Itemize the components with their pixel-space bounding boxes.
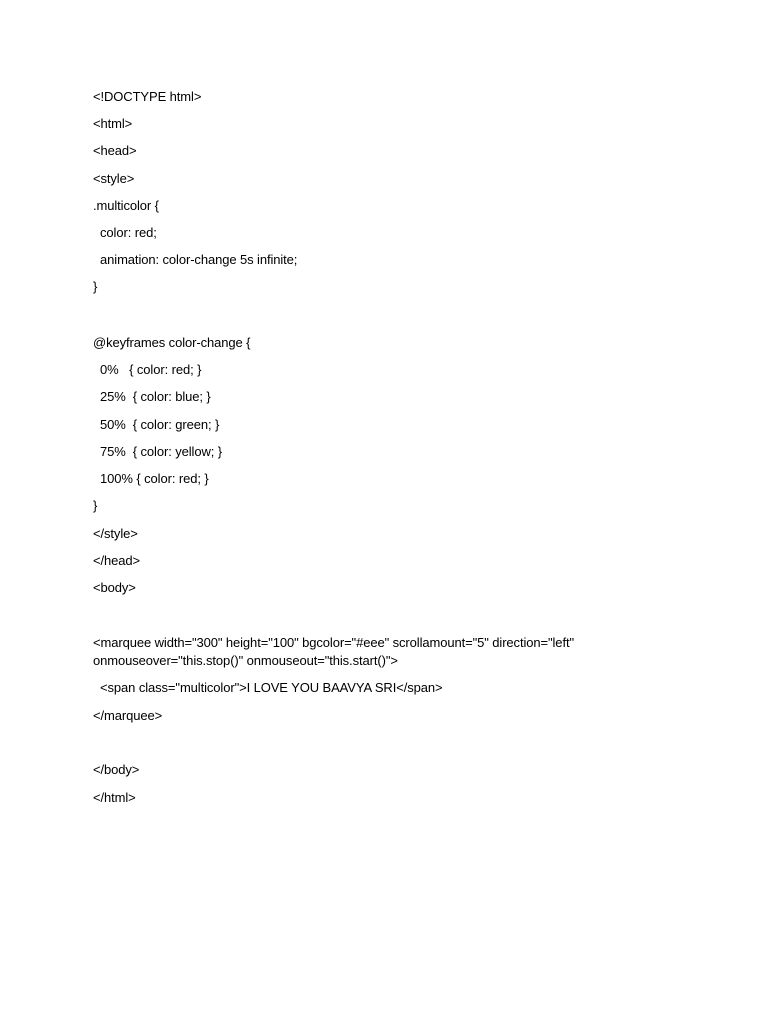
code-line: } bbox=[93, 279, 98, 294]
code-line: animation: color-change 5s infinite; bbox=[93, 252, 298, 267]
code-line: <style> bbox=[93, 171, 135, 186]
code-line: } bbox=[93, 498, 98, 513]
code-line: 0% { color: red; } bbox=[93, 362, 202, 377]
code-line: </marquee> bbox=[93, 708, 163, 723]
code-line: 50% { color: green; } bbox=[93, 417, 220, 432]
code-line: 25% { color: blue; } bbox=[93, 389, 211, 404]
code-line: .multicolor { bbox=[93, 198, 159, 213]
code-line: color: red; bbox=[93, 225, 157, 240]
code-line: <html> bbox=[93, 116, 133, 131]
code-line: 100% { color: red; } bbox=[93, 471, 209, 486]
code-line: <head> bbox=[93, 143, 137, 158]
code-line: onmouseover="this.stop()" onmouseout="this.start()"> bbox=[93, 653, 398, 668]
code-line: </style> bbox=[93, 526, 138, 541]
code-line: </head> bbox=[93, 553, 141, 568]
code-line: <marquee width="300" height="100" bgcolor="#eee" scrollamount="5" direction="left" bbox=[93, 635, 574, 650]
code-line: </body> bbox=[93, 762, 140, 777]
code-line: <!DOCTYPE html> bbox=[93, 89, 202, 104]
code-line: @keyframes color-change { bbox=[93, 335, 251, 350]
code-line: <span class="multicolor">I LOVE YOU BAAVYA SRI</span> bbox=[93, 680, 443, 695]
code-line: 75% { color: yellow; } bbox=[93, 444, 223, 459]
code-line: <body> bbox=[93, 580, 136, 595]
code-line: </html> bbox=[93, 790, 136, 805]
